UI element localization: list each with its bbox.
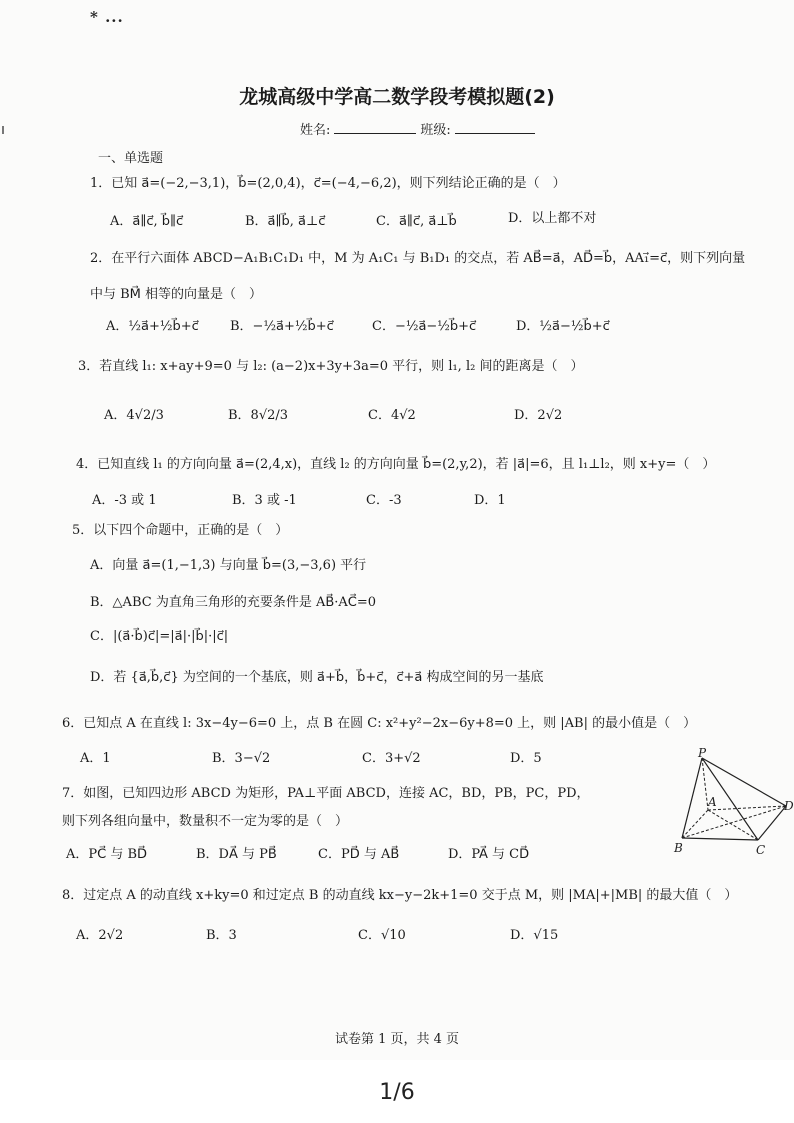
question-2-option-d: D．½a⃗−½b⃗+c⃗ <box>516 319 610 334</box>
question-7-option-d: D．PA⃗ 与 CD⃗ <box>448 847 530 862</box>
label-b: B <box>674 841 683 855</box>
question-6-stem: 6．已知点 A 在直线 l: 3x−4y−6=0 上，点 B 在圆 C: x²+y²−2x−6y+8=0 上，则 |AB| 的最小值是（ ） <box>62 716 697 731</box>
diag-bd <box>682 806 786 838</box>
name-label: 姓名: <box>300 123 331 138</box>
edge-bc <box>682 838 758 840</box>
question-5-option-a: A．向量 a⃗=(1,−1,3) 与向量 b⃗=(3,−3,6) 平行 <box>90 558 367 573</box>
question-5-option-b: B．△ABC 为直角三角形的充要条件是 AB⃗·AC⃗=0 <box>90 595 377 610</box>
question-1-option-d: D．以上都不对 <box>508 211 597 226</box>
question-5-option-d: D．若 {a⃗,b⃗,c⃗} 为空间的一个基底，则 a⃗+b⃗，b⃗+c⃗，c⃗+a⃗ 构成空间的另一基底 <box>90 670 544 685</box>
question-5-stem: 5．以下四个命题中，正确的是（ ） <box>72 523 289 538</box>
name-blank[interactable] <box>334 121 416 134</box>
question-2-option-a: A．½a⃗+½b⃗+c⃗ <box>106 319 199 334</box>
label-a: A <box>708 795 717 809</box>
question-8-option-b: B．3 <box>206 928 237 943</box>
margin-mark <box>2 126 4 134</box>
question-5-option-c: C．|(a⃗·b⃗)c⃗|=|a⃗|·|b⃗|·|c⃗| <box>90 629 229 644</box>
question-6-option-a: A．1 <box>80 751 111 766</box>
question-2-stem: 2．在平行六面体 ABCD−A₁B₁C₁D₁ 中，M 为 A₁C₁ 与 B₁D₁ 的交点，若 AB⃗=a⃗，AD⃗=b⃗，AA₁⃗=c⃗，则下列向量 <box>90 251 746 266</box>
question-1-stem: 1．已知 a⃗=(−2,−3,1)，b⃗=(2,0,4)，c⃗=(−4,−6,2)，则下列结论正确的是（ ） <box>90 176 566 191</box>
question-8-option-c: C．√10 <box>358 928 406 943</box>
question-6-option-d: D．5 <box>510 751 542 766</box>
pyramid-diagram <box>668 748 792 864</box>
question-1-option-c: C．a⃗∥c⃗, a⃗⊥b⃗ <box>376 214 457 229</box>
question-6-option-c: C．3+√2 <box>362 751 421 766</box>
question-7-stem-cont: 则下列各组向量中，数量积不一定为零的是（ ） <box>62 814 349 829</box>
label-c: C <box>756 843 766 857</box>
question-2-option-b: B．−½a⃗+½b⃗+c⃗ <box>230 319 334 334</box>
question-6-option-b: B．3−√2 <box>212 751 271 766</box>
question-2-option-c: C．−½a⃗−½b⃗+c⃗ <box>372 319 477 334</box>
question-4-option-c: C．-3 <box>366 493 402 508</box>
question-7-option-a: A．PC⃗ 与 BD⃗ <box>66 847 148 862</box>
question-3-option-b: B．8√2/3 <box>228 408 289 423</box>
question-4-option-a: A．-3 或 1 <box>92 493 157 508</box>
question-3-option-c: C．4√2 <box>368 408 416 423</box>
label-d: D <box>784 799 794 813</box>
exam-title: 龙城高级中学高二数学段考模拟题(2) <box>239 86 555 108</box>
question-4-option-d: D．1 <box>474 493 506 508</box>
question-1-option-a: A．a⃗∥c⃗, b⃗∥c⃗ <box>110 214 184 229</box>
question-3-option-a: A．4√2/3 <box>104 408 164 423</box>
name-class-line <box>300 119 539 138</box>
question-3-stem: 3．若直线 l₁: x+ay+9=0 与 l₂: (a−2)x+3y+3a=0 平行，则 l₁, l₂ 间的距离是（ ） <box>78 359 584 374</box>
question-7-option-c: C．PD⃗ 与 AB⃗ <box>318 847 400 862</box>
label-p: P <box>698 746 707 760</box>
page-footer: 试卷第 1 页，共 4 页 <box>334 1032 460 1047</box>
question-3-option-d: D．2√2 <box>514 408 563 423</box>
edge-cd <box>758 806 786 840</box>
question-4-option-b: B．3 或 -1 <box>232 493 297 508</box>
header-scrawl: * ... <box>90 8 124 26</box>
pyramid-figure <box>668 748 792 868</box>
diag-ac <box>708 810 758 840</box>
question-8-option-d: D．√15 <box>510 928 559 943</box>
question-2-stem-cont: 中与 BM⃗ 相等的向量是（ ） <box>90 287 263 302</box>
question-1-option-b: B．a⃗∥b⃗, a⃗⊥c⃗ <box>245 214 326 229</box>
question-4-stem: 4．已知直线 l₁ 的方向向量 a⃗=(2,4,x)，直线 l₂ 的方向向量 b⃗=(2,y,2)，若 |a⃗|=6，且 l₁⊥l₂，则 x+y=（ ） <box>76 457 716 472</box>
question-7-option-b: B．DA⃗ 与 PB⃗ <box>196 847 277 862</box>
section-heading: 一、单选题 <box>98 151 164 166</box>
page-indicator[interactable]: 1/6 <box>379 1080 415 1105</box>
question-7-stem: 7．如图，已知四边形 ABCD 为矩形，PA⊥平面 ABCD，连接 AC，BD，PB，PC，PD， <box>62 786 590 801</box>
class-blank[interactable] <box>455 121 535 134</box>
edge-pb <box>682 758 702 838</box>
question-8-stem: 8．过定点 A 的动直线 x+ky=0 和过定点 B 的动直线 kx−y−2k+1=0 交于点 M，则 |MA|+|MB| 的最大值（ ） <box>62 888 738 903</box>
question-8-option-a: A．2√2 <box>76 928 124 943</box>
class-label: 班级: <box>420 123 451 138</box>
